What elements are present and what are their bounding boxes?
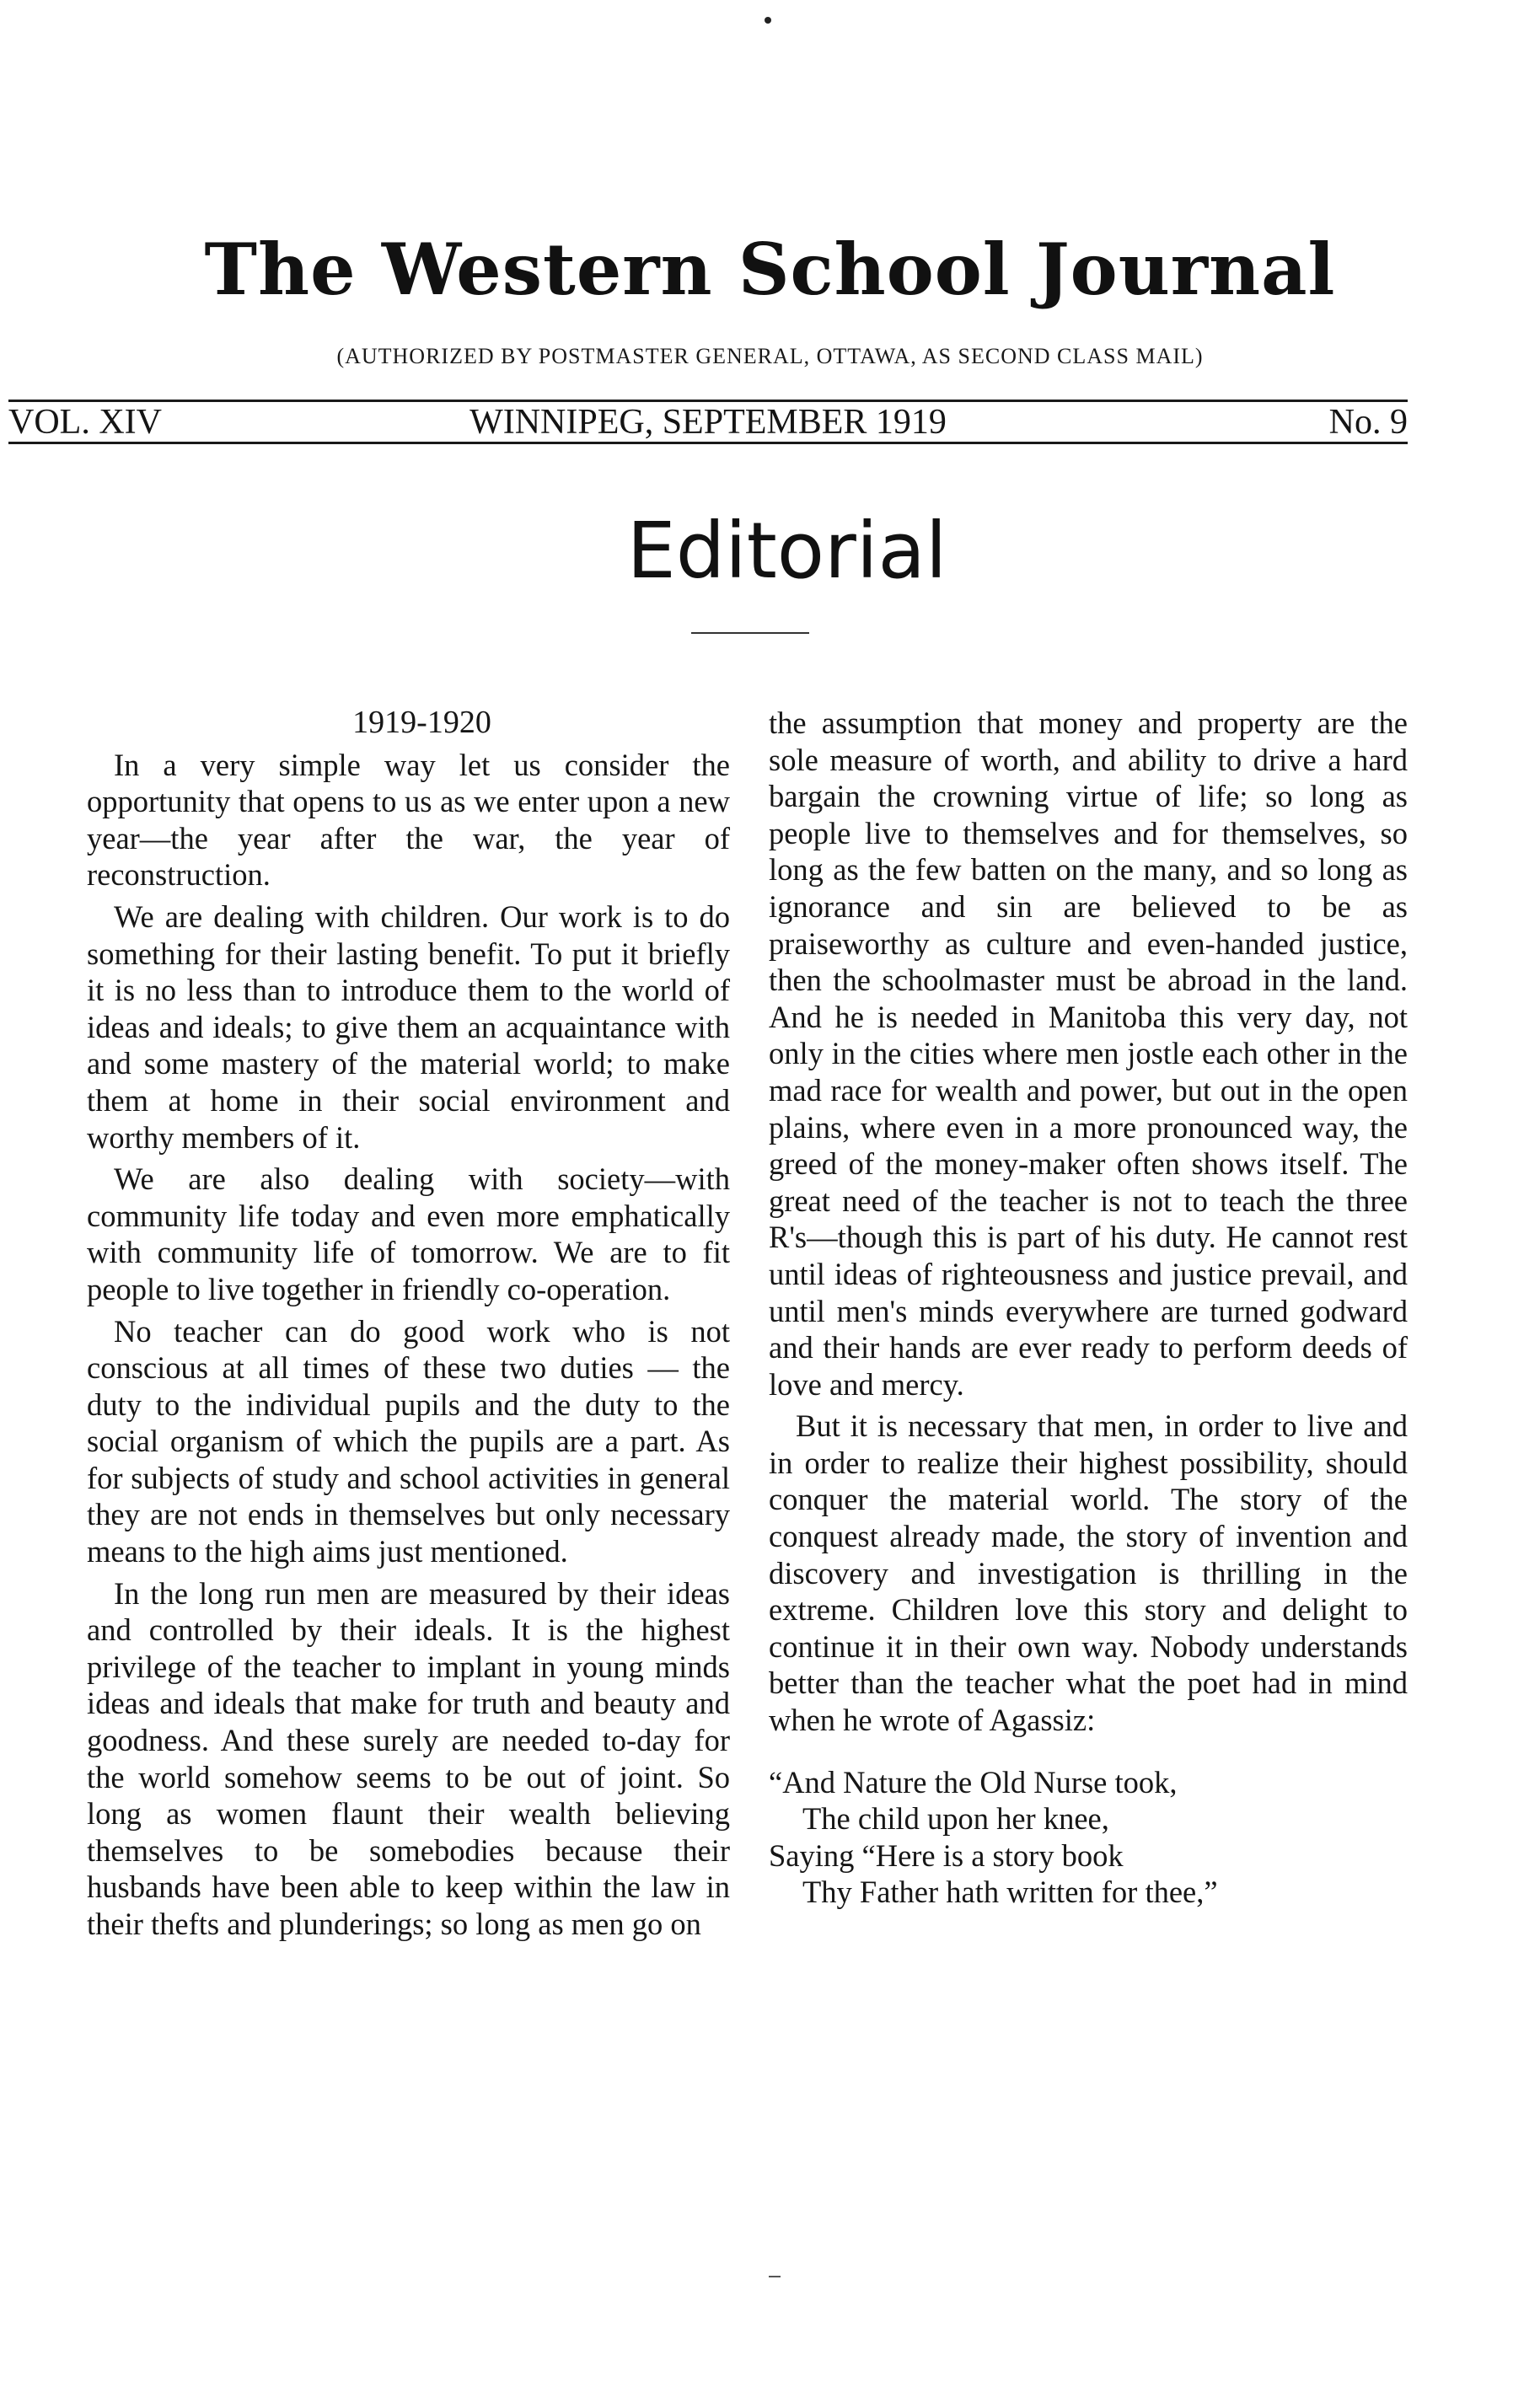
left-column xyxy=(87,705,730,1948)
verse-quote xyxy=(769,1764,1408,1911)
paragraph: We are also dealing with society—with community life today and even more emphatically with community life of tomorrow. We are to fit people to live together in friendly co-operation. xyxy=(87,1161,730,1306)
mail-authorization: (AUTHORIZED BY POSTMASTER GENERAL, OTTAWA, AS SECOND CLASS MAIL) xyxy=(336,344,1204,368)
issue-info-row xyxy=(8,400,1408,441)
paragraph: In a very simple way let us consider the opportunity that opens to us as we enter upon a new year—the year after the war, the year of reconstruction. xyxy=(87,747,730,893)
article-title: 1919-1920 xyxy=(352,705,491,740)
issue-number: No. 9 xyxy=(1328,403,1408,442)
paragraph: No teacher can do good work who is not conscious at all times of these two duties — the duty to the individual pupils and the duty to the social organism of which the pupils are a part. As for subjects of study and school activities in general they are not ends in themselves but only necessary means to the high aims just mentioned. xyxy=(87,1313,730,1569)
paragraph: In the long run men are measured by their ideas and controlled by their ideals. It is the highest privilege of the teacher to implant in young minds ideas and ideals that make for truth and beauty and goodness. And these surely are needed to-day for the world somehow seems to be out of joint. So long as women flaunt their wealth believing themselves to be somebodies because their husbands have been able to keep within the law in their thefts and plunderings; so long as men go on xyxy=(87,1575,730,1941)
journal-title: The Western School Journal xyxy=(204,228,1336,311)
heading-divider xyxy=(691,632,809,634)
verse-line: “And Nature the Old Nurse took, xyxy=(769,1764,1178,1800)
verse-line: The child upon her knee, xyxy=(802,1801,1109,1837)
volume-label: VOL. XIV xyxy=(8,403,162,442)
paragraph: the assumption that money and property are the sole measure of worth, and ability to drive a hard bargain the crowning virtue of life; so long as people live to themselves and for themselves, so long as the few batten on the many, and so long as ignorance and sin are believed to be as praiseworthy as culture and even-handed justice, then the schoolmaster must be abroad in the land. And he is needed in Manitoba this very day, not only in the cities where men jostle each other in the mad race for wealth and power, but out in the open plains, where even in a more pronounced way, the greed of the money-maker often shows itself. The great need of the teacher is not to teach the three R's—though this is part of his duty. He cannot rest until ideas of righteousness and justice prevail, and until men's minds everywhere are turned godward and their hands are ever ready to perform deeds of love and mercy. xyxy=(769,705,1408,1402)
paragraph: But it is necessary that men, in order to live and in order to realize their highest possibility, should conquer the material world. The story of the conquest already made, the story of invention and discovery and investigation is thrilling in the extreme. Children love this story and delight to continue it in their own way. Nobody understands better than the teacher what the poet had in mind when he wrote of Agassiz: xyxy=(769,1408,1408,1738)
continuation-mark xyxy=(769,2276,781,2277)
section-heading: Editorial xyxy=(626,506,947,596)
verse-line: Thy Father hath written for thee,” xyxy=(802,1875,1218,1910)
masthead-rule-bottom xyxy=(8,442,1408,444)
dateline: WINNIPEG, SEPTEMBER 1919 xyxy=(470,403,947,442)
paragraph: We are dealing with children. Our work is to do something for their lasting benefit. To put it briefly it is no less than to introduce them to the world of ideas and ideals; to give them an acquaintance with and some mastery of the material world; to make them at home in their social environment and worthy members of it. xyxy=(87,898,730,1155)
printer-dot xyxy=(765,17,771,24)
verse-line: Saying “Here is a story book xyxy=(769,1837,1124,1873)
right-column xyxy=(769,705,1408,1911)
